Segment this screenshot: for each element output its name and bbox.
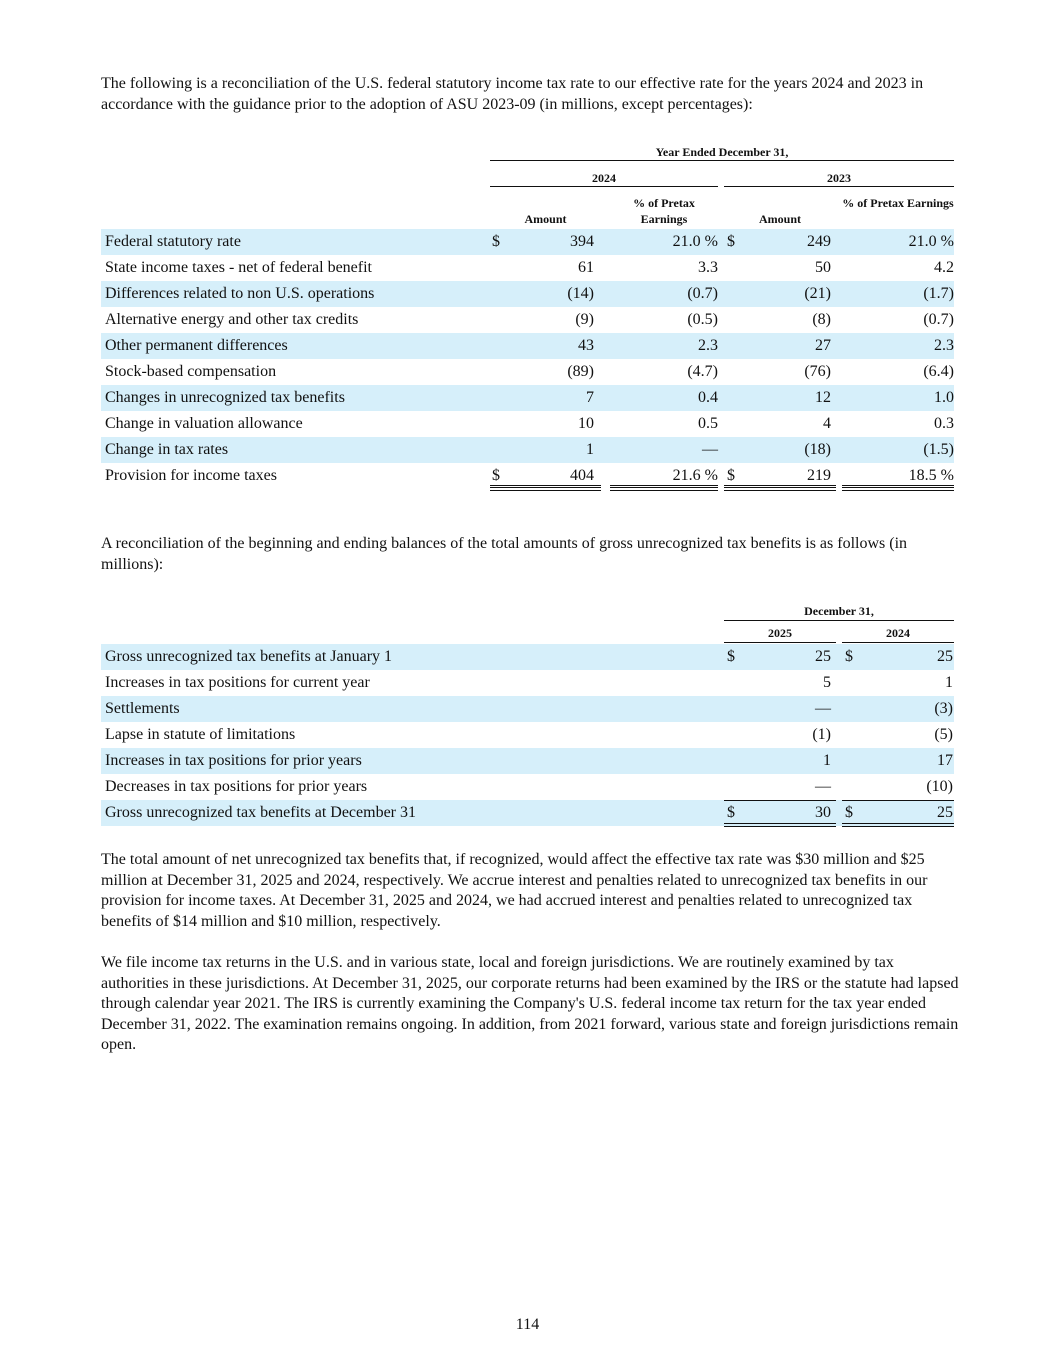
t1-total-rule-pct-a — [610, 485, 718, 486]
row-label: Gross unrecognized tax benefits at December 31 — [105, 804, 416, 821]
pct-2023: 21.0 % — [908, 233, 954, 250]
pct-2023: 18.5 % — [908, 467, 954, 484]
value-2025: 25 — [815, 648, 831, 665]
row-label: Provision for income taxes — [105, 467, 277, 484]
total-double-underline — [842, 823, 954, 827]
t1-total-rule-amt-b — [724, 485, 836, 486]
pct-2024: 21.6 % — [672, 467, 718, 484]
table-row — [101, 722, 954, 748]
t1-col-pct-b: % of Pretax Earnings — [842, 196, 954, 210]
value-2024: (3) — [934, 700, 953, 717]
table-row — [101, 307, 954, 333]
t1-col-pct-a: % of Pretax Earnings — [633, 196, 695, 226]
table-row — [101, 229, 954, 255]
value-2025: (1) — [812, 726, 831, 743]
value-2024: 25 — [937, 648, 953, 665]
t1-col-amount-a: Amount — [524, 212, 567, 226]
value-2024: 17 — [937, 752, 953, 769]
amount-2023: (21) — [804, 285, 831, 302]
pct-2024: (4.7) — [687, 363, 718, 380]
currency-symbol: $ — [727, 804, 735, 821]
value-2024: 25 — [937, 804, 953, 821]
t1-total-rule-amt-a — [490, 485, 601, 486]
pct-2023: (1.5) — [923, 441, 954, 458]
total-double-underline — [842, 487, 954, 491]
value-2025: 5 — [823, 674, 831, 691]
total-double-underline — [724, 487, 836, 491]
amount-2023: 12 — [815, 389, 831, 406]
t1-year-b-rule — [724, 186, 954, 187]
t2-group-rule — [724, 620, 954, 621]
paragraph-net-unrecognized-benefits: The total amount of net unrecognized tax benefits that, if recognized, would affect the effective tax rate was $30 million and $25 million at December 31, 2025 and 2024, respectively. We accrue interest and penalties related to unrecognized tax benefits in our provision for income taxes. At December 31, 2025 and 2024, we had accrued interest and penalties related to unrecognized tax benefits of $14 million and $10 million, respectively. — [101, 851, 928, 930]
amount-2023: (18) — [804, 441, 831, 458]
pct-2023: (0.7) — [923, 311, 954, 328]
row-label: Stock-based compensation — [105, 363, 277, 380]
amount-2023: 50 — [815, 259, 831, 276]
amount-2023: (76) — [804, 363, 831, 380]
row-label: Lapse in statute of limitations — [105, 726, 296, 743]
table-row — [101, 696, 954, 722]
t2-year-a-rule — [724, 642, 836, 643]
t1-col-amount-b: Amount — [758, 212, 801, 226]
value-2024: 1 — [945, 674, 953, 691]
total-double-underline — [610, 487, 718, 491]
t1-group-rule — [490, 160, 954, 161]
table-row — [101, 333, 954, 359]
row-label: Settlements — [105, 700, 180, 717]
amount-2023: 219 — [807, 467, 831, 484]
row-label: Decreases in tax positions for prior years — [105, 778, 368, 795]
row-label: Change in valuation allowance — [105, 415, 303, 432]
amount-2023: (8) — [812, 311, 831, 328]
row-label: Gross unrecognized tax benefits at January 1 — [105, 648, 393, 665]
amount-2024: 1 — [586, 441, 594, 458]
t1-year-a-header: 2024 — [592, 171, 616, 185]
currency-symbol: $ — [727, 648, 735, 665]
page-number: 114 — [515, 1316, 540, 1333]
pct-2024: (0.5) — [687, 311, 718, 328]
pct-2023: (1.7) — [923, 285, 954, 302]
amount-2024: (89) — [567, 363, 594, 380]
currency-symbol: $ — [727, 467, 735, 484]
table-row — [101, 670, 954, 696]
t2-year-a-header: 2025 — [768, 626, 792, 640]
table-row — [101, 359, 954, 385]
value-2025: — — [815, 778, 831, 795]
currency-symbol: $ — [492, 233, 500, 250]
pct-2023: 0.3 — [934, 415, 954, 432]
pct-2024: (0.7) — [687, 285, 718, 302]
t2-year-b-header: 2024 — [886, 626, 910, 640]
table-row — [101, 774, 954, 800]
row-label: Other permanent differences — [105, 337, 288, 354]
amount-2023: 249 — [807, 233, 831, 250]
table-row — [101, 437, 954, 463]
row-label: Federal statutory rate — [105, 233, 241, 250]
intro-paragraph-rate-reconciliation: The following is a reconciliation of the U.S. federal statutory income tax rate to our effective rate for the years 2024 and 2023 in accordance with the guidance prior to the adoption of ASU 2023-09 (in millions, except percentages): — [101, 75, 924, 113]
currency-symbol: $ — [492, 467, 500, 484]
currency-symbol: $ — [845, 648, 853, 665]
row-label: Increases in tax positions for current year — [105, 674, 370, 691]
pct-2024: 0.4 — [698, 389, 718, 406]
pct-2023: 4.2 — [934, 259, 954, 276]
pct-2024: 3.3 — [698, 259, 718, 276]
t2-year-b-rule — [842, 642, 954, 643]
pct-2023: 1.0 — [934, 389, 954, 406]
t1-total-rule-pct-b — [842, 485, 954, 486]
table-row — [101, 281, 954, 307]
t1-year-a-rule — [490, 186, 718, 187]
intro-paragraph-unrecognized-benefits: A reconciliation of the beginning and ending balances of the total amounts of gross unrecognized tax benefits is as follows (in millions): — [101, 535, 908, 573]
total-double-underline — [490, 487, 601, 491]
table-row — [101, 644, 954, 670]
table-row — [101, 255, 954, 281]
pct-2024: 21.0 % — [672, 233, 718, 250]
t2-total-rule-a — [724, 800, 836, 801]
amount-2024: 43 — [578, 337, 594, 354]
amount-2024: 404 — [570, 467, 594, 484]
row-label: Differences related to non U.S. operations — [105, 285, 375, 302]
t2-total-rule-b — [842, 800, 954, 801]
currency-symbol: $ — [727, 233, 735, 250]
amount-2023: 27 — [815, 337, 831, 354]
value-2024: (10) — [926, 778, 953, 795]
table-row — [101, 385, 954, 411]
value-2025: 1 — [823, 752, 831, 769]
amount-2024: 61 — [578, 259, 594, 276]
row-label: Change in tax rates — [105, 441, 229, 458]
pct-2024: 2.3 — [698, 337, 718, 354]
amount-2024: 394 — [570, 233, 594, 250]
value-2025: — — [815, 700, 831, 717]
table-row — [101, 411, 954, 437]
t1-group-header: Year Ended December 31, — [655, 145, 789, 159]
pct-2024: 0.5 — [698, 415, 718, 432]
paragraph-tax-examinations: We file income tax returns in the U.S. and in various state, local and foreign jurisdictions. We are routinely examined by tax authorities in these jurisdictions. At December 31, 2025, our corporate returns had been examined by the IRS or the statute had lapsed through calendar year 2021. The IRS is currently examining the Company's U.S. federal income tax return for the tax year ended December 31, 2022. The examination remains ongoing. In addition, from 2021 forward, various state and foreign jurisdictions remain open. — [101, 954, 959, 1053]
pct-2024: — — [702, 441, 718, 458]
row-label: Increases in tax positions for prior years — [105, 752, 362, 769]
total-double-underline — [724, 823, 836, 827]
currency-symbol: $ — [845, 804, 853, 821]
amount-2024: 10 — [578, 415, 594, 432]
amount-2024: (14) — [567, 285, 594, 302]
amount-2023: 4 — [823, 415, 831, 432]
table-row — [101, 748, 954, 774]
pct-2023: 2.3 — [934, 337, 954, 354]
row-label: Alternative energy and other tax credits — [105, 311, 359, 328]
pct-2023: (6.4) — [923, 363, 954, 380]
t2-group-header: December 31, — [804, 604, 874, 618]
amount-2024: (9) — [575, 311, 594, 328]
amount-2024: 7 — [586, 389, 594, 406]
row-label: State income taxes - net of federal benefit — [105, 259, 372, 276]
t1-year-b-header: 2023 — [827, 171, 851, 185]
value-2025: 30 — [815, 804, 831, 821]
row-label: Changes in unrecognized tax benefits — [105, 389, 345, 406]
value-2024: (5) — [934, 726, 953, 743]
